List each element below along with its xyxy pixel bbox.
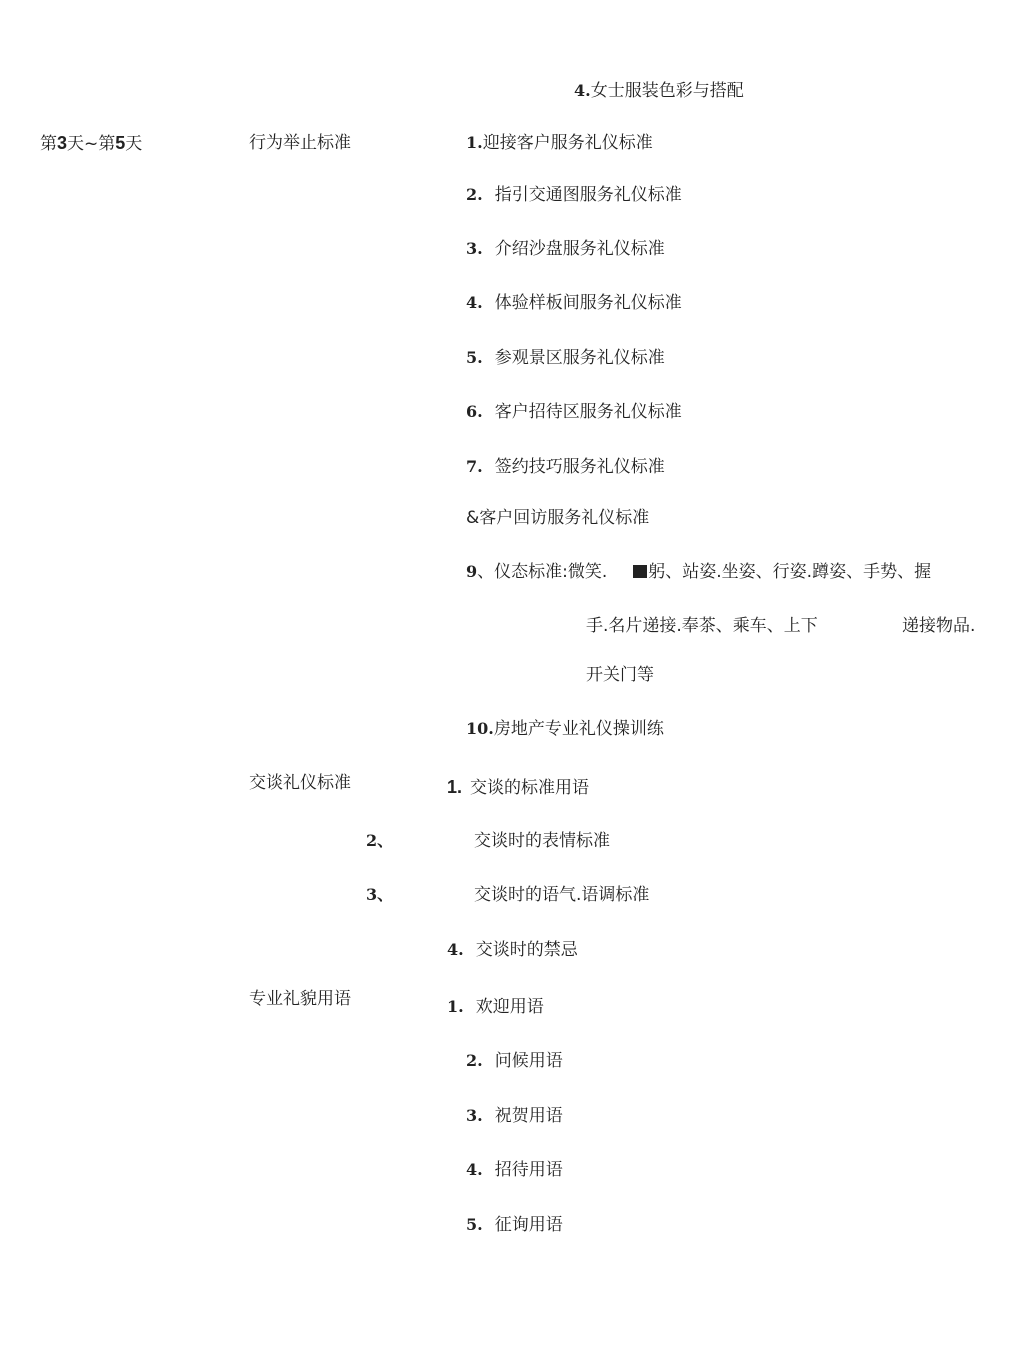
item-number: 4. <box>447 940 464 959</box>
item-number: 10. <box>466 719 494 738</box>
list-item-continuation <box>586 615 818 637</box>
section-title-talk: 交谈礼仪标准 <box>249 773 351 793</box>
item-number: 4. <box>466 293 483 312</box>
item-number: 3、 <box>366 885 394 904</box>
list-item <box>466 507 649 529</box>
day-mid: 天~第 <box>67 134 116 154</box>
item-text-line2a: 手.名片递接.奉茶、乘车、上下 <box>586 616 818 636</box>
day-start: 3 <box>57 133 68 153</box>
item-text: 介绍沙盘服务礼仪标准 <box>494 239 665 259</box>
item-number: 1. <box>447 997 464 1016</box>
list-item-text: 交谈时的表情标准 <box>474 831 610 851</box>
item-number: 3. <box>466 239 483 258</box>
item-text: 祝贺用语 <box>494 1106 563 1126</box>
list-item <box>466 561 931 583</box>
list-item <box>466 401 682 423</box>
item-text: 女士服装色彩与搭配 <box>590 81 744 101</box>
item-number: 2、 <box>366 831 394 850</box>
item-number: 2. <box>466 1051 483 1070</box>
item-text: 招待用语 <box>494 1160 563 1180</box>
list-item <box>466 456 665 478</box>
item-number: 3. <box>466 1106 483 1125</box>
list-item-number <box>366 830 393 852</box>
list-item <box>466 1159 563 1181</box>
list-item <box>466 1214 563 1236</box>
item-text-b: 躬、站姿.坐姿、行姿.蹲姿、手势、握 <box>648 562 932 582</box>
item-text-a: 、仪态标准:微笑. <box>477 562 608 582</box>
item-number: 1. <box>447 777 463 797</box>
item-text-line3: 开关门等 <box>586 665 654 685</box>
item-number: 1. <box>466 133 483 152</box>
item-number: 5. <box>466 1215 483 1234</box>
item-number: 7. <box>466 457 483 476</box>
item-text: 迎接客户服务礼仪标准 <box>482 133 653 153</box>
list-item <box>466 718 664 740</box>
list-item-continuation <box>586 664 654 686</box>
top-list-item <box>574 80 744 102</box>
day-suffix: 天 <box>125 134 143 154</box>
list-item <box>466 132 653 154</box>
item-text: 问候用语 <box>494 1051 563 1071</box>
list-item-text: 交谈时的语气.语调标准 <box>474 885 650 905</box>
day-prefix: 第 <box>40 134 57 154</box>
item-text: 客户招待区服务礼仪标准 <box>494 402 682 422</box>
item-number: 4. <box>574 81 591 100</box>
list-item-continuation <box>902 615 975 637</box>
item-text: 征询用语 <box>494 1215 563 1235</box>
list-item-number <box>366 884 393 906</box>
item-text: 体验样板间服务礼仪标准 <box>494 293 682 313</box>
list-item <box>466 238 665 260</box>
day-end: 5 <box>115 133 126 153</box>
list-item <box>466 1050 563 1072</box>
item-text: 参观景区服务礼仪标准 <box>494 348 665 368</box>
item-number: 6. <box>466 402 483 421</box>
item-text: 签约技巧服务礼仪标准 <box>494 457 665 477</box>
item-text: 交谈时的禁忌 <box>475 940 578 960</box>
list-item <box>466 1105 563 1127</box>
day-range-label <box>40 132 142 155</box>
section-title-polite: 专业礼貌用语 <box>249 989 351 1009</box>
list-item <box>447 776 589 799</box>
list-item <box>466 292 682 314</box>
list-item <box>447 939 578 961</box>
list-item <box>466 184 682 206</box>
item-text: 交谈的标准用语 <box>470 778 590 798</box>
item-number: 5. <box>466 348 483 367</box>
section-title-behavior: 行为举止标准 <box>249 133 351 153</box>
list-item <box>466 347 665 369</box>
item-text: &客户回访服务礼仪标准 <box>466 508 650 528</box>
item-text: 指引交通图服务礼仪标准 <box>494 185 682 205</box>
item-text-line2b: 递接物品. <box>902 616 976 636</box>
item-number: 9 <box>466 562 478 581</box>
redaction-mark <box>633 565 647 578</box>
item-text: 房地产专业礼仪操训练 <box>493 719 664 739</box>
list-item <box>447 996 544 1018</box>
item-text: 欢迎用语 <box>475 997 544 1017</box>
item-number: 2. <box>466 185 483 204</box>
item-number: 4. <box>466 1160 483 1179</box>
